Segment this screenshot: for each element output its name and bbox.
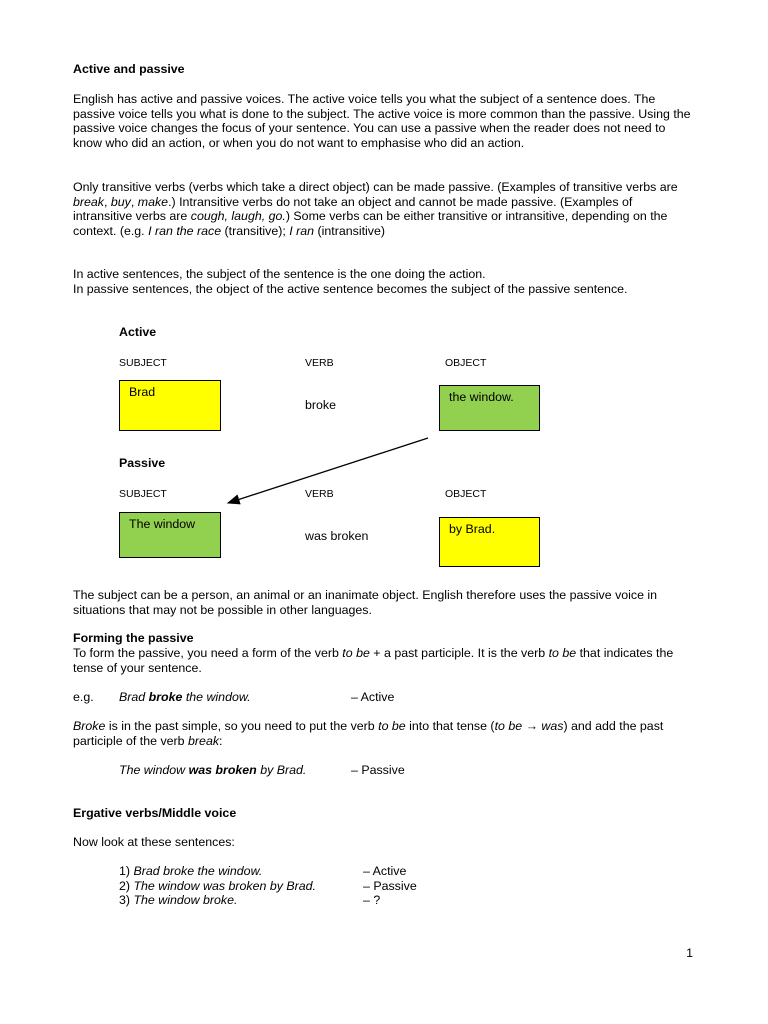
- paragraph-subject-types: The subject can be a person, an animal or an inanimate object. English therefore uses the passive voice in situations that may not be possible in other languages.: [73, 588, 658, 617]
- arrow-glyph: →: [522, 719, 542, 733]
- heading-forming-passive: Forming the passive: [73, 631, 194, 645]
- list-sentence: Brad broke the window.: [133, 864, 263, 878]
- example-word: buy: [110, 194, 131, 209]
- text-run: ,: [104, 194, 111, 209]
- paragraph-broke-explanation: [73, 719, 693, 748]
- text-run: is in the past simple, so you need to put the verb: [105, 719, 379, 733]
- text-run: The window: [119, 763, 189, 777]
- text-line: In active sentences, the subject of the sentence is the one doing the action.: [73, 267, 486, 281]
- list-item-tag: – Active: [363, 864, 407, 878]
- list-item-tag: – ?: [363, 893, 381, 907]
- page-number: 1: [686, 946, 693, 960]
- text-run: the window.: [182, 690, 251, 704]
- list-sentence: The window broke.: [133, 893, 238, 907]
- passive-subject-header: SUBJECT: [119, 488, 167, 500]
- active-verb-header: VERB: [305, 357, 334, 369]
- passive-verb-header: VERB: [305, 488, 334, 500]
- list-item: [119, 864, 262, 879]
- emphasised-verb: was broken: [188, 763, 257, 777]
- list-number: 2): [119, 879, 134, 893]
- example-word: to be: [548, 646, 577, 660]
- passive-verb: was broken: [305, 529, 369, 543]
- example-word: to be: [378, 719, 406, 733]
- list-item: [119, 879, 316, 894]
- diagram-active-label: Active: [119, 325, 157, 339]
- text-run: ,: [130, 194, 138, 209]
- passive-subject-box: The window: [119, 512, 221, 558]
- example-word: cough, laugh, go.: [190, 209, 286, 224]
- text-run: that indicates the tense of your sentence.: [73, 646, 674, 675]
- list-sentence: The window was broken by Brad.: [133, 879, 316, 893]
- example-word: make: [137, 194, 169, 209]
- passive-object-box: by Brad.: [439, 517, 540, 567]
- list-item: [119, 893, 237, 908]
- emphasised-verb: broke: [148, 690, 183, 704]
- example-word: break: [73, 194, 104, 209]
- text-run: To form the passive, you need a form of the verb: [73, 646, 343, 660]
- text-run: Brad: [119, 690, 149, 704]
- text-run: + a past participle. It is the verb: [369, 646, 549, 660]
- text-run: .) Intransitive verbs do not take an object and cannot be made passive. (Examples of intransitive verbs are: [73, 194, 633, 224]
- example-word: was: [541, 719, 564, 733]
- active-subject-box: Brad: [119, 380, 221, 431]
- example-active-tag: – Active: [351, 690, 395, 704]
- example-sentence: I ran the race: [148, 223, 222, 238]
- example-sentence: I ran: [289, 223, 315, 238]
- active-subject-header: SUBJECT: [119, 357, 167, 369]
- text-run: into that tense (: [405, 719, 495, 733]
- example-active-sentence: [119, 690, 251, 705]
- example-passive-tag: – Passive: [351, 763, 405, 777]
- example-passive-sentence: [119, 763, 306, 778]
- ergative-intro: Now look at these sentences:: [73, 835, 235, 849]
- active-object-header: OBJECT: [445, 357, 487, 369]
- example-word: to be: [342, 646, 370, 660]
- example-label: e.g.: [73, 690, 94, 704]
- list-item-tag: – Passive: [363, 879, 417, 893]
- text-run: by Brad.: [256, 763, 307, 777]
- text-run: Only transitive verbs (verbs which take a direct object) can be made passive. (Examples of transitive verbs are: [73, 180, 678, 194]
- paragraph-intro: English has active and passive voices. The active voice tells you what the subject of a sentence does. The passive voice tells you what is done to the subject. The active voice is more common than the passive. Using the passive voice changes the focus of your sentence. You can use a passive when the reader does not need to know who did an action, or when you do not want to emphasise who did an action.: [73, 92, 691, 150]
- list-number: 1): [119, 864, 134, 878]
- heading-active-passive: Active and passive: [73, 62, 185, 76]
- text-run: ) and add the past participle of the verb: [73, 719, 664, 748]
- heading-ergative: Ergative verbs/Middle voice: [73, 806, 237, 820]
- paragraph-forming: [73, 646, 693, 675]
- passive-object-header: OBJECT: [445, 488, 487, 500]
- text-run: :: [219, 733, 223, 748]
- example-word: break: [188, 733, 220, 748]
- diagram-passive-label: Passive: [119, 456, 166, 470]
- example-word: Broke: [73, 719, 106, 733]
- text-line: In passive sentences, the object of the active sentence becomes the subject of the passive sentence.: [73, 281, 628, 296]
- list-number: 3): [119, 893, 134, 907]
- text-run: (intransitive): [314, 223, 385, 238]
- active-verb: broke: [305, 398, 336, 412]
- text-run: ) Some verbs can be either transitive or intransitive, depending on the context. (e.g.: [73, 209, 668, 238]
- text-run: (transitive);: [221, 223, 290, 238]
- active-object-box: the window.: [439, 385, 540, 431]
- example-word: to be: [494, 719, 523, 733]
